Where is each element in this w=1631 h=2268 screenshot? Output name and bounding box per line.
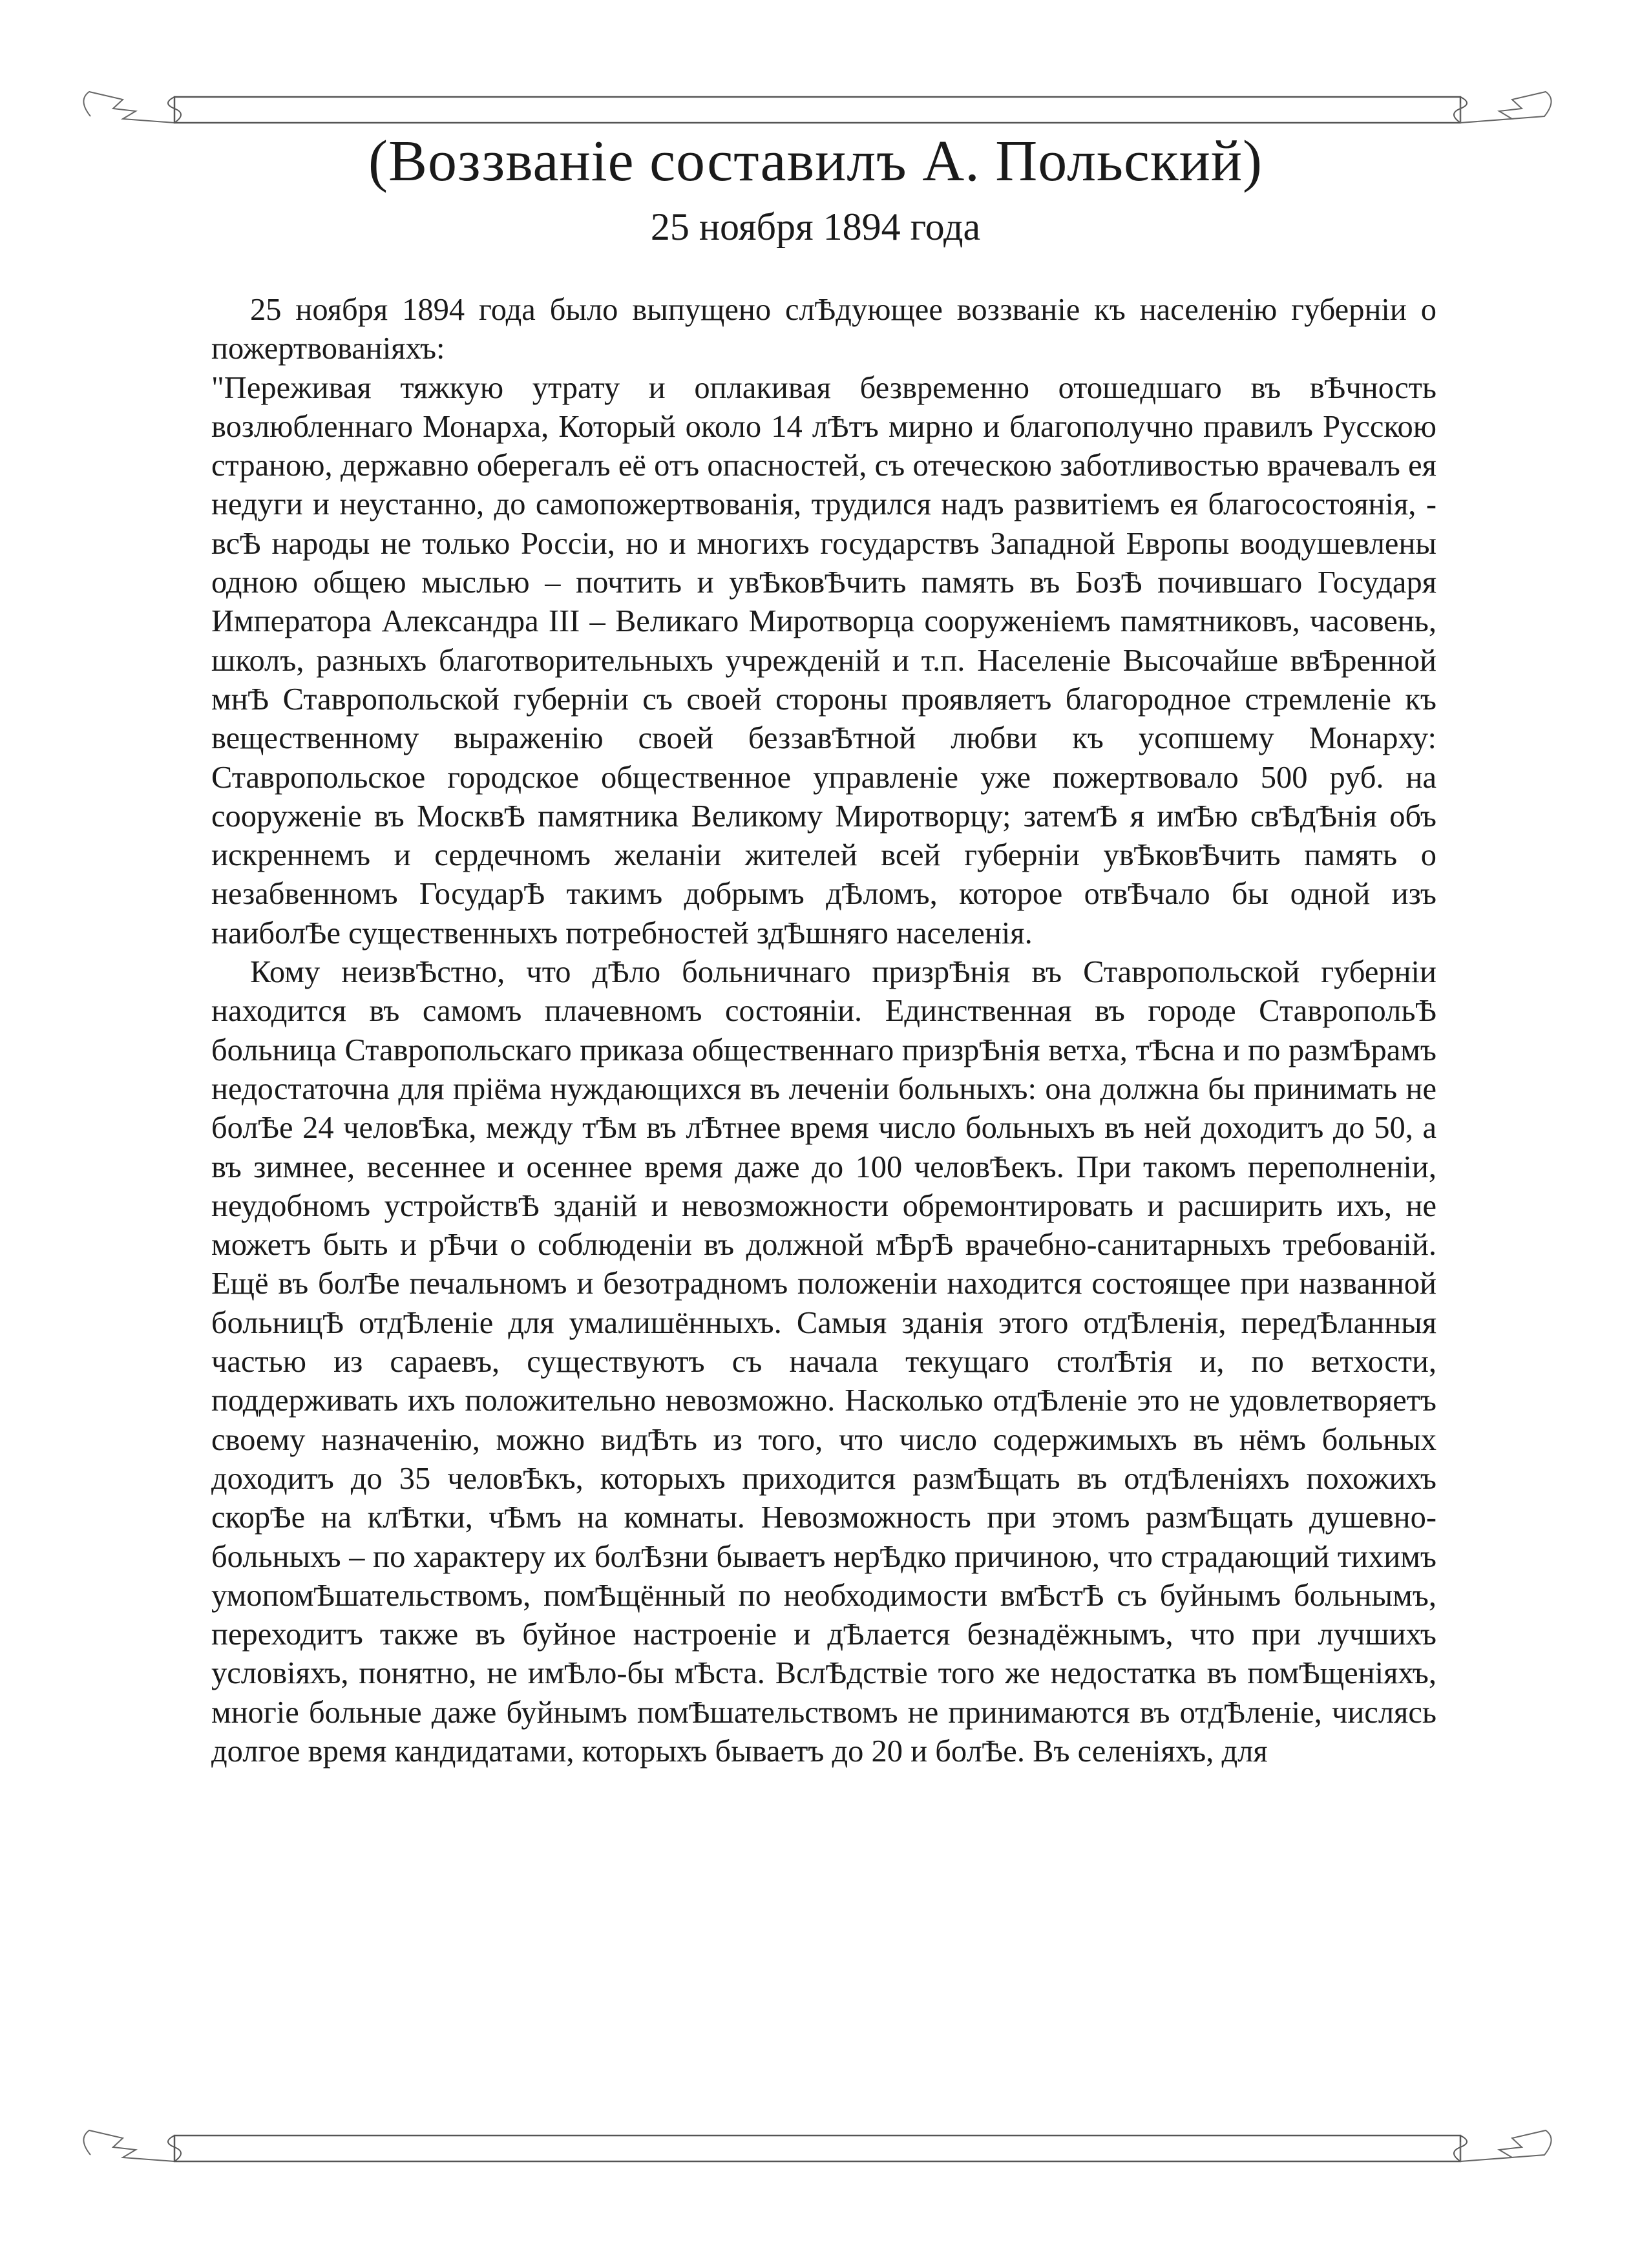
paragraph: 25 ноября 1894 года было выпущено слѢдующее воззванiе къ населенiю губернiи о пожертвованiяхъ: bbox=[211, 293, 1436, 366]
paragraph: Кому неизвѢстно, что дѢло больничнаго призрѢнiя въ Ставропольской губернiи находится въ самомъ плачевномъ состоянiи. Единственная въ городе СтавропольѢ больница Ставропольскаго приказа общественнаго призрѢнiя ветха, тѢсна и по размѢрамъ недостаточна для прiёма нуждающихся въ леченiи больныхъ: она должна бы принимать не болѢе 24 человѢка, между тѢм въ лѢтнее время число больныхъ въ ней доходитъ до 50, а въ зимнее, весеннее и осеннее время даже до 100 человѢекъ. При такомъ переполненiи, неудобномъ устройствѢ зданiй и невозможности обремонтировать и расширить ихъ, не можетъ быть и рѢчи о соблюденiи въ должной мѢрѢ врачебно-санитарныхъ требованiй. Ещё въ болѢе печальномъ и безотрадномъ положенiи находится состоящее при названной больницѢ отдѢленiе для умалишённыхъ. Самыя зданiя этого отдѢленiя, передѢланныя частью из сараевъ, существуютъ съ начала текущаго столѢтiя и, по ветхости, поддерживать ихъ положительно невозможно. Насколько отдѢленiе это не удовлетворяетъ своему назначенiю, можно видѢть из того, что число содержимыхъ въ нёмъ больных доходитъ до 35 человѢкъ, которыхъ приходится размѢщать въ отдѢленiяхъ похожихъ скорѢе на клѢтки, чѢмъ на комнаты. Невозможность при этомъ размѢщать душевно-больныхъ – по характеру их болѢзни бываетъ нерѢдко причиною, что страдающий тихимъ умопомѢшательствомъ, помѢщённый по необходимости вмѢстѢ съ буйнымъ больнымъ, переходитъ также въ буйное настроенiе и дѢлается безнадёжнымъ, что при лучшихъ условiяхъ, понятно, не имѢло-бы мѢста. ВслѢдствiе того же недостатка въ помѢщенiяхъ, многiе больные даже буйнымъ помѢшательствомъ не принимаются въ отдѢленiе, числясь долгое время кандидатами, которыхъ бываетъ до 20 и болѢе. Въ селенiяхъ, для bbox=[211, 955, 1436, 1769]
document-title: (Воззванiе составилъ А. Польский) bbox=[368, 129, 1263, 193]
decorative-scroll-banner-bottom bbox=[78, 2110, 1557, 2181]
paragraph: "Переживая тяжкую утрату и оплакивая безвременно отошедшаго въ вѢчность возлюбленнаго Монарха, Который около 14 лѢтъ мирно и благополучно правилъ Русскою страною, державно оберегалъ её отъ опасностей, съ отеческою заботливостью врачевалъ ея недуги и неустанно, до самопожертвованiя, трудился надъ развитiемъ ея благосостоянiя, - всѢ народы не только Россiи, но и многихъ государствъ Западной Европы воодушевлены одною общею мыслью – почтить и увѢковѢчить память въ БозѢ почившаго Государя Императора Александра III – Великаго Миротворца сооруженiемъ памятниковъ, часовень, школъ, разныхъ благотворительныхъ учрежденiй и т.п. Населенiе Высочайше ввѢренной мнѢ Ставропольской губернiи съ своей стороны проявляетъ благородное стремленiе къ вещественному выраженiю своей беззавѢтной любви къ усопшему Монарху: Ставропольское городское общественное управленiе уже пожертвовало 500 руб. на сооруженiе въ МосквѢ памятника Великому Миротворцу; затемѢ я имѢю свѢдѢнiя объ искреннемъ и сердечномъ желанiи жителей всей губернiи увѢковѢчить память о незабвенномъ ГосударѢ такимъ добрымъ дѢломъ, которое отвѢчало бы одной изъ наиболѢе существенныхъ потребностей здѢшняго населенiя. bbox=[211, 370, 1436, 950]
document-body bbox=[211, 291, 1436, 1771]
document-date: 25 ноября 1894 года bbox=[650, 205, 981, 248]
